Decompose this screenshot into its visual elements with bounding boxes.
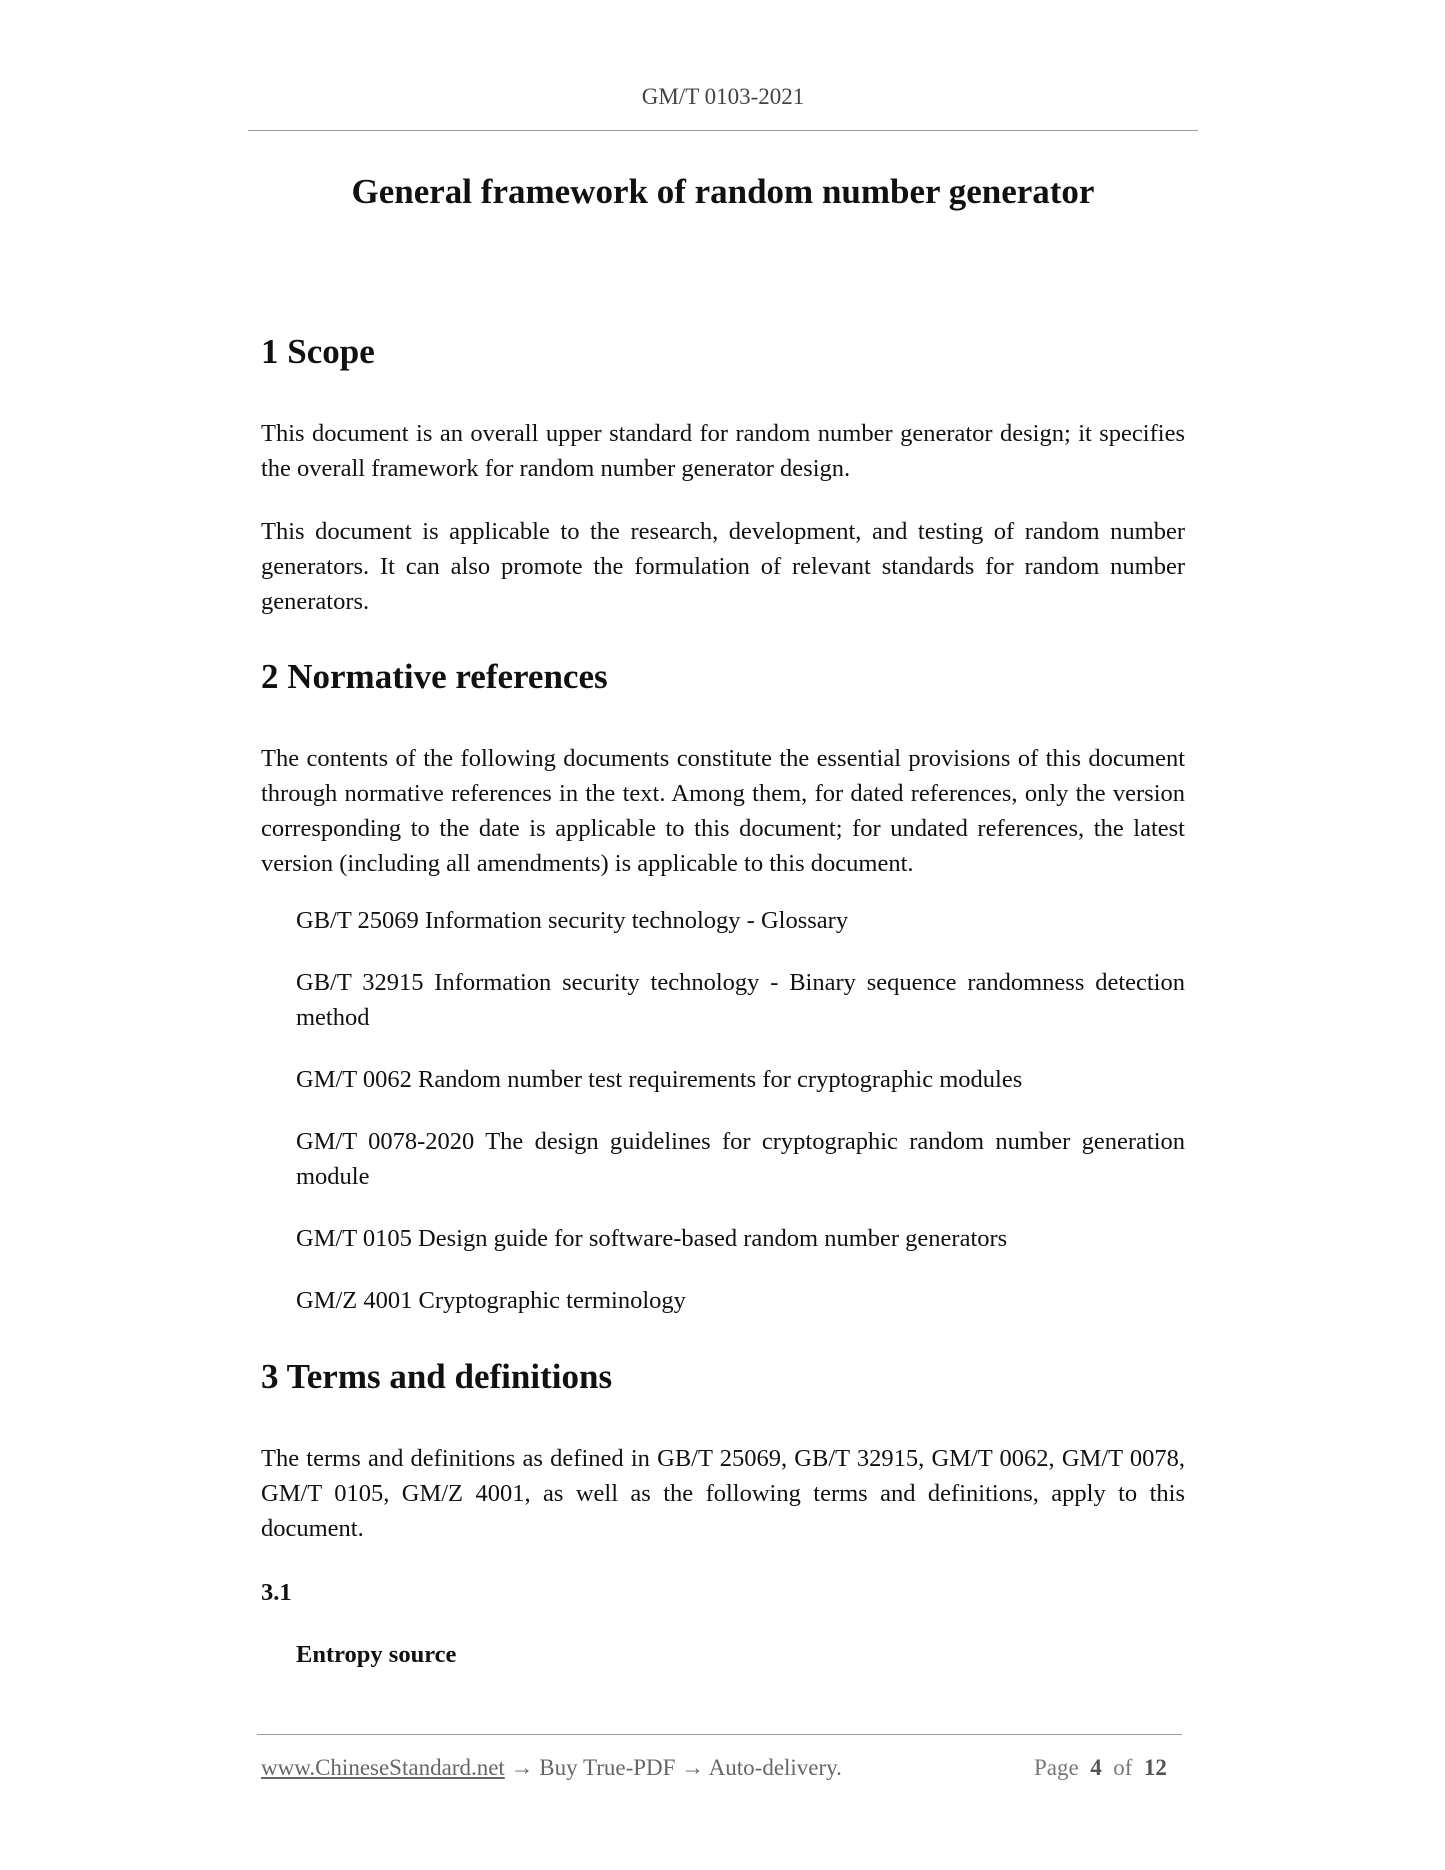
term-name: Entropy source: [296, 1641, 457, 1668]
reference-item: GM/T 0062 Random number test requirements for cryptographic modules: [296, 1066, 1023, 1093]
section-heading-terms-and-definitions: 3 Terms and definitions: [261, 1357, 613, 1396]
section-heading-scope: 1 Scope: [261, 332, 375, 371]
footer-promo: [261, 1755, 842, 1781]
document-title: General framework of random number generator: [351, 172, 1095, 211]
footer-tagline: → Buy True-PDF → Auto-delivery.: [504, 1755, 842, 1780]
page-of-label: of: [1113, 1755, 1133, 1780]
reference-item: GM/T 0105 Design guide for software-based random number generators: [296, 1225, 1008, 1252]
page-current: 4: [1090, 1755, 1102, 1780]
footer-divider: [257, 1734, 1182, 1735]
reference-item: GB/T 25069 Information security technology - Glossary: [296, 907, 849, 934]
reference-item: GB/T 32915 Information security technology - Binary sequence randomness detection method: [296, 969, 1185, 1031]
page-label: Page: [1034, 1755, 1079, 1780]
page-total: 12: [1143, 1755, 1167, 1780]
normative-intro-paragraph: The contents of the following documents constitute the essential provisions of this document through normative references in the text. Among them, for dated references, only the version corresponding to the date is applicable to this document; for undated references, the latest version (including all amendments) is applicable to this document.: [261, 745, 1185, 877]
term-number: 3.1: [261, 1579, 292, 1606]
header-divider: [248, 130, 1198, 131]
page-indicator: [1034, 1755, 1167, 1781]
site-link[interactable]: www.ChineseStandard.net: [261, 1755, 505, 1780]
scope-paragraph-1: This document is an overall upper standard for random number generator design; it specifies the overall framework for random number generator design.: [261, 420, 1185, 482]
terms-intro-paragraph: The terms and definitions as defined in GB/T 25069, GB/T 32915, GM/T 0062, GM/T 0078, GM/T 0105, GM/Z 4001, as well as the following terms and definitions, apply to this document.: [261, 1445, 1185, 1542]
reference-item: GM/T 0078-2020 The design guidelines for cryptographic random number generation module: [296, 1128, 1185, 1190]
running-header: GM/T 0103-2021: [641, 84, 805, 109]
scope-paragraph-2: This document is applicable to the research, development, and testing of random number generators. It can also promote the formulation of relevant standards for random number generators.: [261, 518, 1185, 615]
section-heading-normative-references: 2 Normative references: [261, 657, 608, 696]
reference-item: GM/Z 4001 Cryptographic terminology: [296, 1287, 686, 1314]
